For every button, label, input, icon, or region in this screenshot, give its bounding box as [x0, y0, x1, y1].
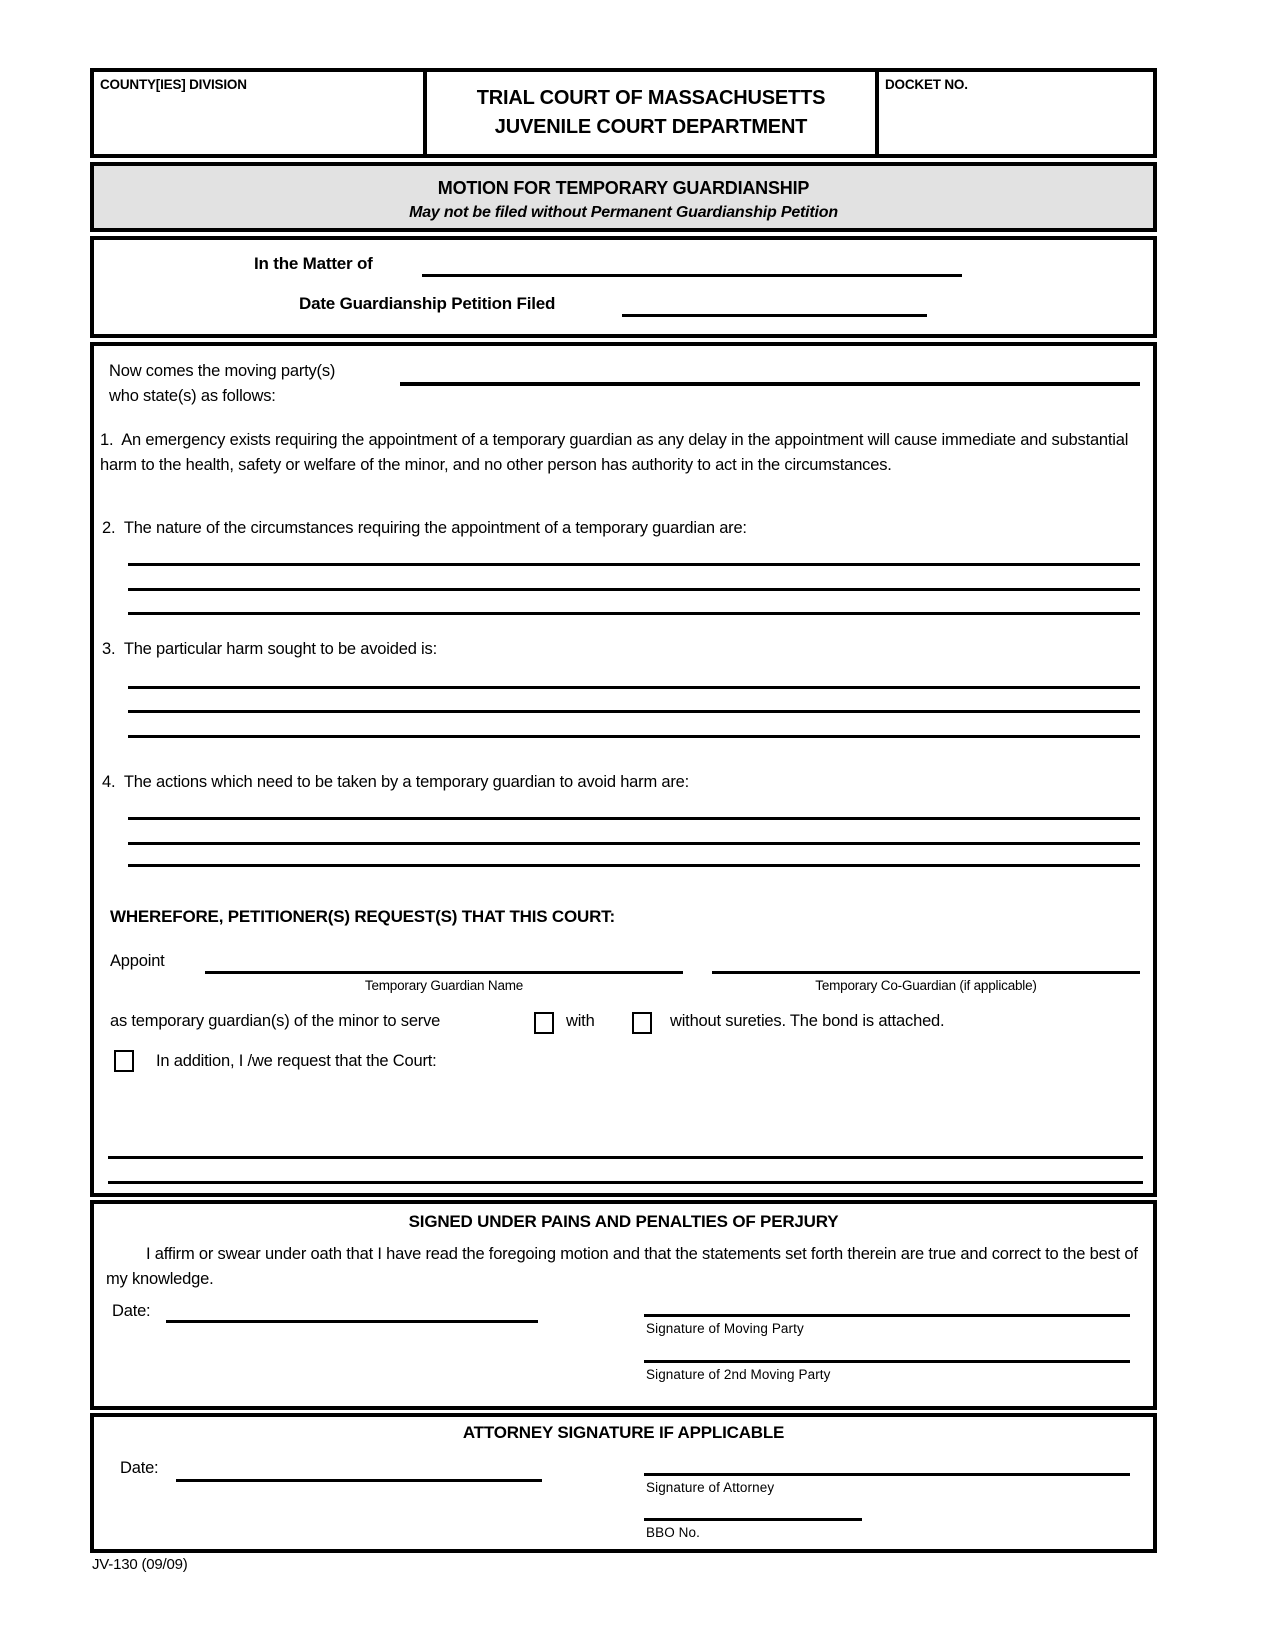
in-addition-line-2[interactable]: [108, 1181, 1143, 1184]
item-3-line-2[interactable]: [128, 710, 1140, 713]
sig-2nd-moving-party-field[interactable]: [644, 1360, 1130, 1363]
docket-number-cell[interactable]: [875, 72, 1153, 154]
perjury-box: [90, 1200, 1157, 1410]
docket-number-label: DOCKET NO.: [885, 77, 968, 92]
bbo-number-field[interactable]: [644, 1518, 862, 1521]
who-states-label: who state(s) as follows:: [109, 387, 276, 405]
motion-body-box: [90, 342, 1157, 1197]
item-3-line-3[interactable]: [128, 735, 1140, 738]
item-2-line-3[interactable]: [128, 612, 1140, 615]
matter-name-field[interactable]: [422, 274, 962, 277]
header-box: [90, 68, 1157, 158]
serve-label: as temporary guardian(s) of the minor to serve: [110, 1012, 441, 1030]
perjury-date-label: Date:: [112, 1302, 151, 1320]
temporary-co-guardian-label: Temporary Co-Guardian (if applicable): [815, 978, 1037, 993]
in-the-matter-label: In the Matter of: [254, 254, 373, 273]
county-division-cell[interactable]: [94, 72, 427, 154]
moving-party-label: Now comes the moving party(s): [109, 362, 336, 380]
temporary-guardian-name-field[interactable]: [205, 971, 683, 974]
sig-moving-party-field[interactable]: [644, 1314, 1130, 1317]
item-3-label: 3. The particular harm sought to be avoided is:: [102, 640, 437, 658]
item-2-line-1[interactable]: [128, 563, 1140, 566]
court-title-cell: [427, 72, 875, 154]
county-division-label: COUNTY[IES] DIVISION: [100, 77, 247, 92]
form-number: JV-130 (09/09): [92, 1556, 188, 1573]
sig-2nd-moving-party-label: Signature of 2nd Moving Party: [646, 1367, 831, 1382]
date-petition-filed-field[interactable]: [622, 314, 927, 317]
item-2-line-2[interactable]: [128, 588, 1140, 591]
item-1-text: 1. An emergency exists requiring the appointment of a temporary guardian as any delay in the appointment will cause immediate and substantial harm to the health, safety or welfare of the minor, and no other person has authority to act in the circumstances.: [100, 431, 1133, 474]
item-4-line-1[interactable]: [128, 817, 1140, 820]
without-sureties-label: without sureties. The bond is attached.: [670, 1012, 945, 1030]
form-subtitle: May not be filed without Permanent Guardianship Petition: [409, 204, 838, 221]
sig-attorney-field[interactable]: [644, 1473, 1130, 1476]
without-sureties-checkbox[interactable]: [632, 1012, 652, 1034]
sig-moving-party-label: Signature of Moving Party: [646, 1321, 804, 1336]
sig-attorney-label: Signature of Attorney: [646, 1480, 775, 1495]
perjury-affirmation-text: I affirm or swear under oath that I have read the foregoing motion and that the statements set forth therein are true and correct to the best of my knowledge.: [106, 1245, 1143, 1288]
form-title: MOTION FOR TEMPORARY GUARDIANSHIP: [437, 178, 810, 198]
form-title-band: [90, 162, 1157, 232]
appoint-label: Appoint: [110, 952, 165, 970]
bbo-number-label: BBO No.: [646, 1525, 700, 1540]
court-title-line1: TRIAL COURT OF MASSACHUSETTS: [476, 87, 826, 109]
item-4-line-2[interactable]: [128, 842, 1140, 845]
in-addition-line-1[interactable]: [108, 1156, 1143, 1159]
item-4-line-3[interactable]: [128, 864, 1140, 867]
item-2-label: 2. The nature of the circumstances requiring the appointment of a temporary guardian are:: [102, 519, 747, 537]
item-4-label: 4. The actions which need to be taken by a temporary guardian to avoid harm are:: [102, 773, 690, 791]
temporary-guardian-name-label: Temporary Guardian Name: [364, 978, 524, 993]
item-3-line-1[interactable]: [128, 686, 1140, 689]
temporary-co-guardian-field[interactable]: [712, 971, 1140, 974]
in-addition-checkbox[interactable]: [114, 1050, 134, 1072]
perjury-date-field[interactable]: [166, 1320, 538, 1323]
moving-party-field[interactable]: [400, 382, 1140, 386]
in-addition-label: In addition, I /we request that the Court:: [156, 1052, 437, 1070]
with-label: with: [566, 1012, 595, 1030]
perjury-heading: SIGNED UNDER PAINS AND PENALTIES OF PERJURY: [408, 1212, 839, 1231]
date-petition-filed-label: Date Guardianship Petition Filed: [299, 294, 556, 313]
attorney-box: [90, 1413, 1157, 1553]
attorney-date-field[interactable]: [176, 1479, 542, 1482]
with-sureties-checkbox[interactable]: [534, 1012, 554, 1034]
attorney-date-label: Date:: [120, 1459, 159, 1477]
matter-box: [90, 236, 1157, 338]
court-title-line2: JUVENILE COURT DEPARTMENT: [494, 116, 808, 138]
wherefore-heading: WHEREFORE, PETITIONER(S) REQUEST(S) THAT THIS COURT:: [110, 907, 615, 926]
attorney-heading: ATTORNEY SIGNATURE IF APPLICABLE: [462, 1423, 785, 1442]
